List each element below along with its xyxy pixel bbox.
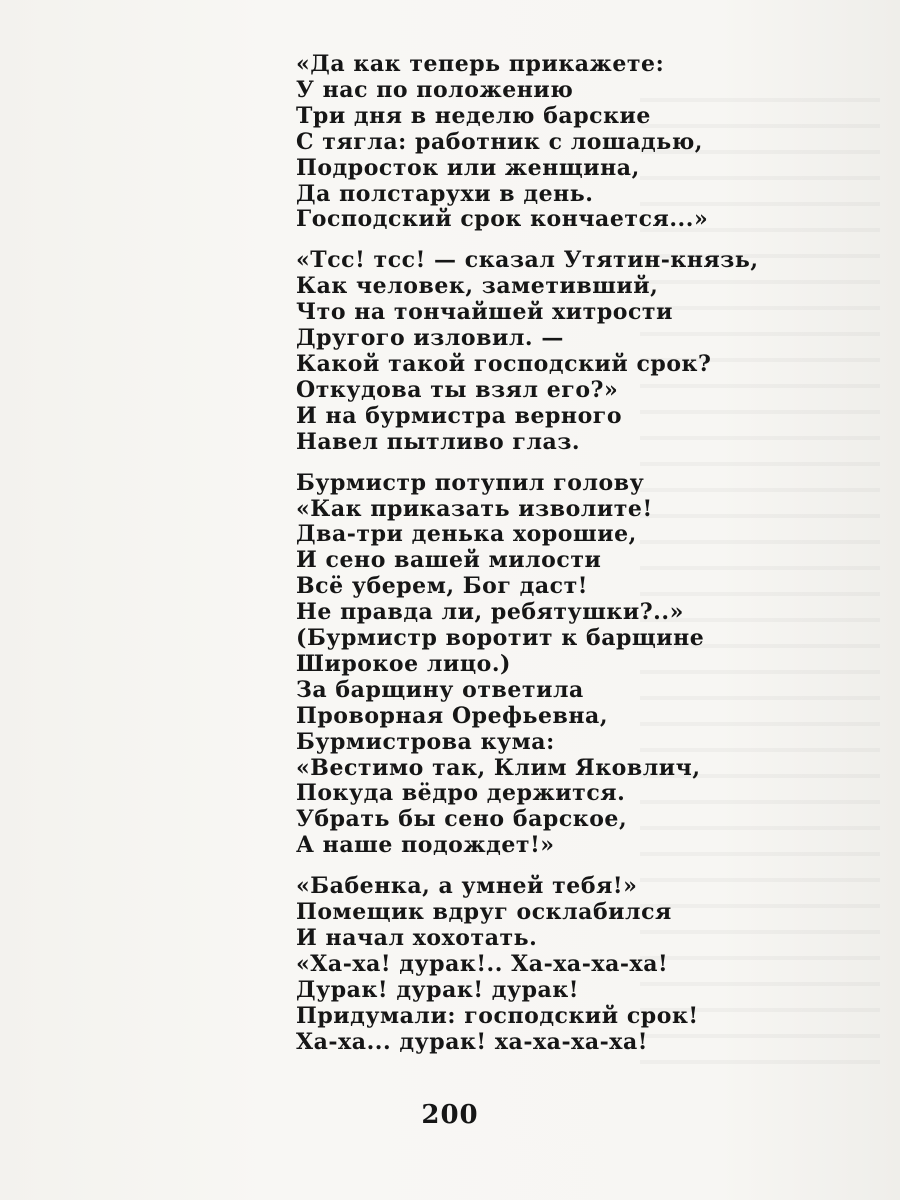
poem-line: С тягла: работник с лошадью, — [296, 128, 704, 155]
poem-line: За барщину ответила — [296, 676, 584, 703]
poem-line: Другого изловил. — — [296, 325, 564, 352]
poem-line: «Как приказать изволите! — [296, 495, 653, 522]
poem-line: Господский срок кончается...» — [296, 206, 709, 233]
poem-line: «Да как теперь прикажете: — [296, 51, 665, 77]
poem-line: (Бурмистр воротит к барщине — [296, 625, 705, 652]
stanza — [296, 874, 856, 1055]
poem-line: Какой такой господский срок? — [296, 350, 712, 377]
poem-line: Широкое лицо.) — [296, 650, 512, 677]
poem-line: Как человек, заметивший, — [296, 273, 659, 300]
poem-line: «Ха-ха! дурак!.. Ха-ха-ха-ха! — [296, 950, 669, 977]
poem-line: И сено вашей милости — [296, 547, 602, 574]
poem-line: Три дня в неделю барские — [296, 102, 651, 129]
poem-line: И на бурмистра верного — [296, 402, 623, 429]
stanza — [296, 248, 856, 455]
poem-line: А наше подождет!» — [296, 832, 555, 859]
poem-line: Дурак! дурак! дурак! — [296, 976, 580, 1003]
poem-line: Не правда ли, ребятушки?..» — [296, 599, 684, 626]
poem-line: «Бабенка, а умней тебя!» — [296, 873, 638, 900]
stanza — [296, 52, 856, 233]
poem-line: Бурмистр потупил голову — [296, 469, 645, 496]
poem-line: Ха-ха... дурак! ха-ха-ха-ха! — [296, 1028, 648, 1055]
poem-line: Помещик вдруг осклабился — [296, 899, 672, 926]
poem-line: У нас по положению — [296, 76, 574, 103]
poem-line: Убрать бы сено барское, — [296, 806, 628, 833]
poem-line: Бурмистрова кума: — [296, 728, 555, 755]
poem-line: «Вестимо так, Клим Яковлич, — [296, 754, 701, 781]
poem-line: Проворная Орефьевна, — [296, 702, 609, 729]
poem-text — [296, 52, 856, 1071]
poem-line: Придумали: господский срок! — [296, 1002, 699, 1029]
poem-line: Покуда вёдро держится. — [296, 780, 626, 807]
poem-line: И начал хохотать. — [296, 925, 538, 951]
poem-line: Откудова ты взял его?» — [296, 376, 619, 403]
poem-line: Да полстарухи в день. — [296, 180, 594, 207]
page-number: 200 — [421, 1100, 479, 1130]
poem-line: Что на тончайшей хитрости — [296, 299, 673, 326]
poem-line: «Тсс! тсс! — сказал Утятин-князь, — [296, 247, 759, 274]
poem-line: Два-три денька хорошие, — [296, 521, 637, 548]
poem-line: Навел пытливо глаз. — [296, 428, 581, 455]
stanza — [296, 471, 856, 860]
poem-line: Всё уберем, Бог даст! — [296, 573, 588, 600]
poem-line: Подросток или женщина, — [296, 154, 640, 181]
